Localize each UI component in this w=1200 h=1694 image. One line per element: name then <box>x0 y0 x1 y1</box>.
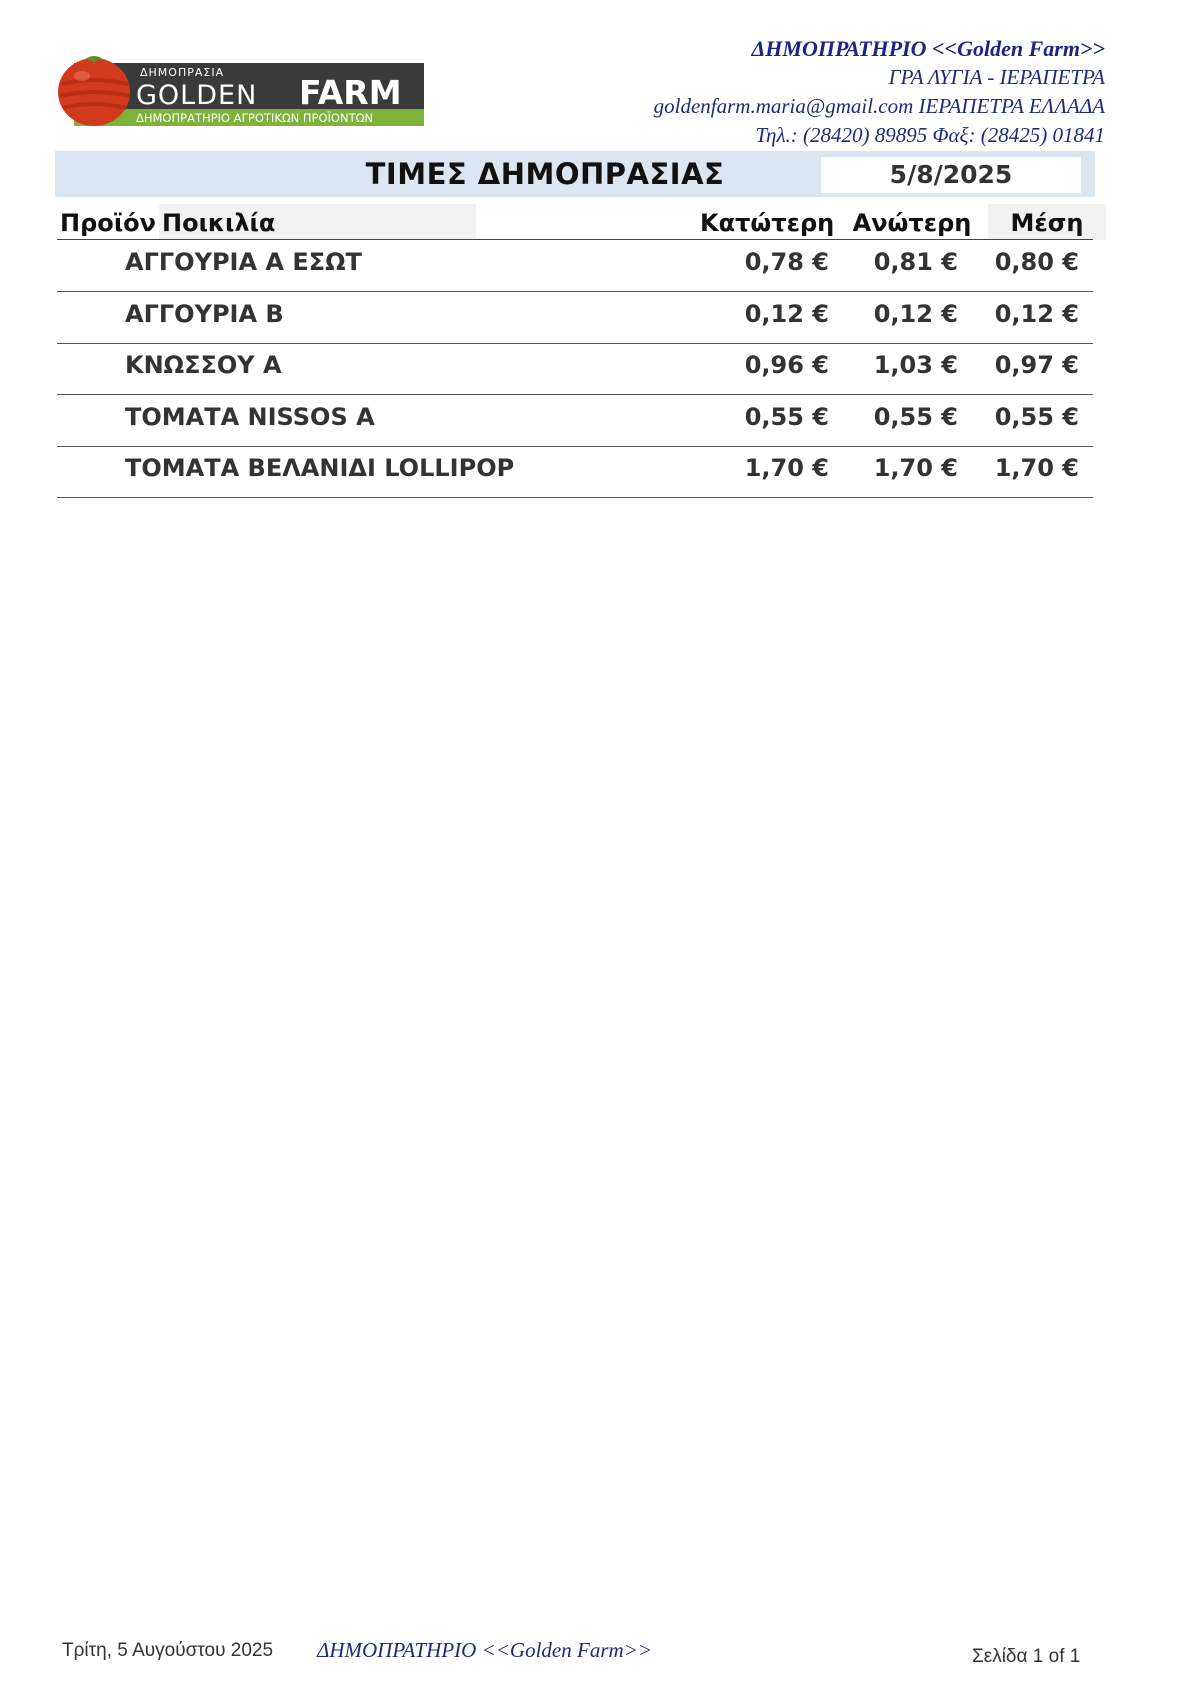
logo-top-text: ΔΗΜΟΠΡΑΣΙΑ <box>140 66 225 79</box>
company-info <box>654 34 1105 150</box>
page-title: ΤΙΜΕΣ ΔΗΜΟΠΡΑΣΙΑΣ <box>365 157 725 191</box>
logo-brand-left: GOLDEN <box>136 80 258 111</box>
logo-brand-right: FARM <box>299 73 402 112</box>
row-name: ΤΟΜΑΤΑ ΒΕΛΑΝΙΔΙ LOLLIPOP <box>125 454 515 482</box>
row-low-price: 0,55 € <box>744 402 829 431</box>
footer-page-number: Σελίδα 1 of 1 <box>972 1646 1081 1667</box>
company-phone-fax: Τηλ.: (28420) 89895 Φαξ: (28425) 01841 <box>755 123 1105 147</box>
table-row <box>57 395 1093 447</box>
row-low-price: 0,78 € <box>744 248 829 276</box>
table-row <box>57 446 1093 498</box>
row-high-price: 0,81 € <box>873 248 958 276</box>
logo-subtitle: ΔΗΜΟΠΡΑΤΗΡΙΟ ΑΓΡΟΤΙΚΩΝ ΠΡΟΪΟΝΤΩΝ <box>136 111 374 125</box>
footer-date: Τρίτη, 5 Αυγούστου 2025 <box>62 1640 274 1661</box>
company-email: goldenfarm.maria@gmail.com ΙΕΡΑΠΕΤΡΑ ΕΛΛΑΔΑ <box>653 94 1105 118</box>
row-high-price: 0,55 € <box>873 402 958 431</box>
table-row <box>57 240 1093 292</box>
column-header-high: Ανώτερη <box>848 204 976 240</box>
column-header-low: Κατώτερη <box>700 204 828 240</box>
column-header-variety: Ποικιλία <box>159 204 476 240</box>
row-avg-price: 0,97 € <box>994 351 1079 379</box>
auction-date: 5/8/2025 <box>821 157 1081 193</box>
row-high-price: 1,70 € <box>873 454 958 482</box>
table-row <box>57 292 1093 344</box>
table-row <box>57 343 1093 395</box>
row-low-price: 0,96 € <box>744 351 829 379</box>
company-name: ΔΗΜΟΠΡΑΤΗΡΙΟ <<Golden Farm>> <box>751 36 1105 61</box>
row-name: ΑΓΓΟΥΡΙΑ Α ΕΣΩΤ <box>125 248 362 276</box>
footer-company: ΔΗΜΟΠΡΑΤΗΡΙΟ <<Golden Farm>> <box>317 1638 653 1662</box>
row-avg-price: 0,12 € <box>994 299 1079 328</box>
row-high-price: 1,03 € <box>873 351 958 379</box>
row-name: ΑΓΓΟΥΡΙΑ Β <box>125 299 284 328</box>
row-avg-price: 1,70 € <box>994 454 1079 482</box>
row-low-price: 0,12 € <box>744 299 829 328</box>
title-bar <box>55 151 1095 197</box>
golden-farm-logo <box>54 50 424 128</box>
row-name: ΤΟΜΑΤΑ NISSOS A <box>125 402 375 431</box>
row-avg-price: 0,55 € <box>994 402 1079 431</box>
column-header-product: Προϊόν <box>57 204 154 240</box>
column-header-avg: Μέση <box>988 204 1106 240</box>
row-high-price: 0,12 € <box>873 299 958 328</box>
row-name: ΚΝΩΣΣΟΥ Α <box>125 351 282 379</box>
company-address: ΓΡΑ ΛΥΓΙΑ - ΙΕΡΑΠΕΤΡΑ <box>888 65 1105 89</box>
row-low-price: 1,70 € <box>744 454 829 482</box>
row-avg-price: 0,80 € <box>994 248 1079 276</box>
